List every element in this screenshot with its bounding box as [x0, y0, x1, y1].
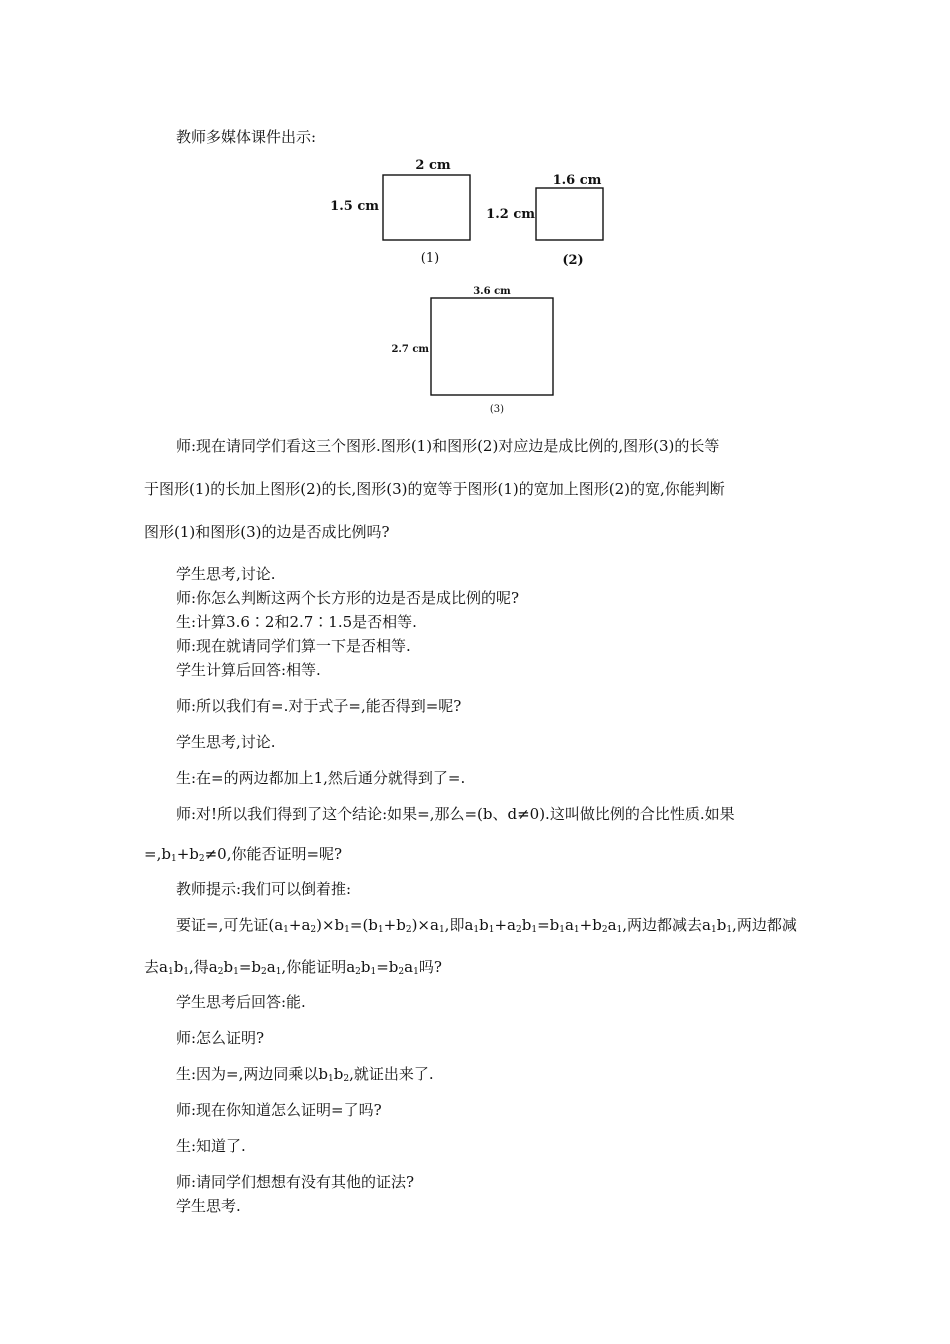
text-segment: b	[360, 958, 371, 976]
subscript: 2	[405, 925, 412, 935]
p10-text-c: ,就证出来了.	[349, 1065, 434, 1083]
paragraph-6: 教师提示:我们可以倒着推:	[176, 880, 352, 898]
text-segment: +a	[288, 916, 311, 934]
text-segment: )×b	[316, 916, 345, 934]
paragraph-5-line-2	[144, 845, 342, 863]
fig1-top-label: 2 cm	[415, 158, 451, 173]
dialog-line: 学生计算后回答:相等.	[176, 661, 321, 679]
subscript: 1	[344, 925, 350, 935]
p5-text-c: ≠0,你能否证明=呢?	[204, 845, 343, 863]
intro-text: 教师多媒体课件出示:	[176, 128, 317, 146]
paragraph-14: 学生思考.	[176, 1197, 241, 1215]
rectangle-2	[536, 188, 603, 240]
p5-text-b: +b	[176, 845, 199, 863]
p5-text-a: =,b	[144, 845, 171, 863]
paragraph-1-line-2: 于图形(1)的长加上图形(2)的长,图形(3)的宽等于图形(1)的宽加上图形(2)的宽,你能判断	[144, 480, 725, 498]
p5-subscript: 1	[170, 854, 177, 864]
text-segment: ,即a	[444, 916, 474, 934]
text-segment: b	[521, 916, 532, 934]
text-segment: ,两边都减去a	[622, 916, 711, 934]
p10-text-b: b	[333, 1065, 344, 1083]
paragraph-2: 师:所以我们有=.对于式子=,能否得到=呢?	[176, 697, 462, 715]
subscript: 1	[413, 967, 419, 977]
subscript: 1	[167, 967, 174, 977]
fig3-side-label: 2.7 cm	[391, 344, 429, 355]
fig3-caption: (3)	[489, 404, 505, 415]
paragraph-11: 师:现在你知道怎么证明=了吗?	[176, 1101, 382, 1119]
subscript: 1	[377, 925, 384, 935]
text-segment: a	[607, 916, 617, 934]
paragraph-7-line-1	[176, 916, 797, 934]
subscript: 1	[559, 925, 565, 935]
paragraph-1-line-3: 图形(1)和图形(3)的边是否成比例吗?	[144, 523, 390, 541]
paragraph-8: 学生思考后回答:能.	[176, 993, 306, 1011]
subscript: 2	[217, 967, 224, 977]
dialog-line: 师:你怎么判断这两个长方形的边是否是成比例的呢?	[176, 589, 520, 607]
subscript: 1	[710, 925, 717, 935]
subscript: 1	[473, 925, 480, 935]
text-segment: )×a	[411, 916, 439, 934]
fig2-side-label: 1.2 cm	[486, 207, 535, 222]
subscript: 1	[573, 925, 580, 935]
subscript: 2	[601, 925, 608, 935]
paragraph-5-line-1: 师:对!所以我们得到了这个结论:如果=,那么=(b、d≠0).这叫做比例的合比性质.如果	[176, 805, 735, 823]
text-segment: +b	[383, 916, 406, 934]
p5-subscript: 2	[198, 854, 205, 864]
paragraph-3: 学生思考,讨论.	[176, 733, 276, 751]
text-segment: 去a	[144, 958, 168, 976]
text-segment: b	[173, 958, 184, 976]
text-segment: a	[266, 958, 276, 976]
rectangle-3	[431, 298, 553, 395]
fig3-top-label: 3.6 cm	[473, 286, 511, 297]
paragraph-12: 生:知道了.	[176, 1137, 246, 1155]
text-segment: =b	[376, 958, 399, 976]
text-segment: b	[716, 916, 727, 934]
text-segment: ,得a	[189, 958, 218, 976]
subscript: 2	[515, 925, 522, 935]
subscript: 1	[531, 925, 538, 935]
subscript: 1	[438, 925, 445, 935]
text-segment: 吗?	[418, 958, 442, 976]
fig1-caption: (1)	[420, 251, 440, 266]
subscript: 2	[261, 967, 267, 977]
text-segment: =b	[537, 916, 560, 934]
fig2-top-label: 1.6 cm	[552, 173, 602, 188]
paragraph-7-line-2	[144, 958, 442, 976]
subscript: 1	[370, 967, 377, 977]
subscript: 1	[233, 967, 239, 977]
fig1-side-label: 1.5 cm	[330, 199, 379, 214]
p10-text-a: 生:因为=,两边同乘以b	[176, 1065, 328, 1083]
text-segment: b	[479, 916, 489, 934]
subscript: 1	[616, 925, 623, 935]
subscript: 2	[398, 967, 405, 977]
subscript: 2	[355, 967, 361, 977]
rectangle-1	[383, 175, 470, 240]
p10-subscript: 2	[343, 1074, 350, 1084]
subscript: 1	[488, 925, 495, 935]
text-segment: ,两边都减	[732, 916, 797, 934]
dialog-line: 学生思考,讨论.	[176, 565, 276, 583]
text-segment: =(b	[349, 916, 378, 934]
rectangle-figures	[0, 0, 950, 420]
text-segment: =b	[238, 958, 261, 976]
text-segment: a	[564, 916, 574, 934]
paragraph-1-line-1: 师:现在请同学们看这三个图形.图形(1)和图形(2)对应边是成比例的,图形(3)的长等	[176, 437, 720, 455]
text-segment: a	[404, 958, 414, 976]
text-segment: ,你能证明a	[281, 958, 356, 976]
paragraph-13: 师:请同学们想想有没有其他的证法?	[176, 1173, 415, 1191]
text-segment: +b	[579, 916, 602, 934]
text-segment: +a	[494, 916, 516, 934]
subscript: 1	[183, 967, 190, 977]
subscript: 1	[283, 925, 289, 935]
paragraph-9: 师:怎么证明?	[176, 1029, 265, 1047]
subscript: 1	[275, 967, 282, 977]
subscript: 1	[726, 925, 733, 935]
paragraph-10	[176, 1065, 434, 1083]
text-segment: b	[223, 958, 234, 976]
p10-subscript: 1	[328, 1074, 334, 1084]
subscript: 2	[310, 925, 317, 935]
dialog-line: 生:计算3.6∶2和2.7∶1.5是否相等.	[176, 613, 417, 631]
dialog-line: 师:现在就请同学们算一下是否相等.	[176, 637, 411, 655]
paragraph-4: 生:在=的两边都加上1,然后通分就得到了=.	[176, 769, 466, 787]
fig2-caption: (2)	[562, 253, 584, 268]
text-segment: 要证=,可先证(a	[176, 916, 284, 934]
